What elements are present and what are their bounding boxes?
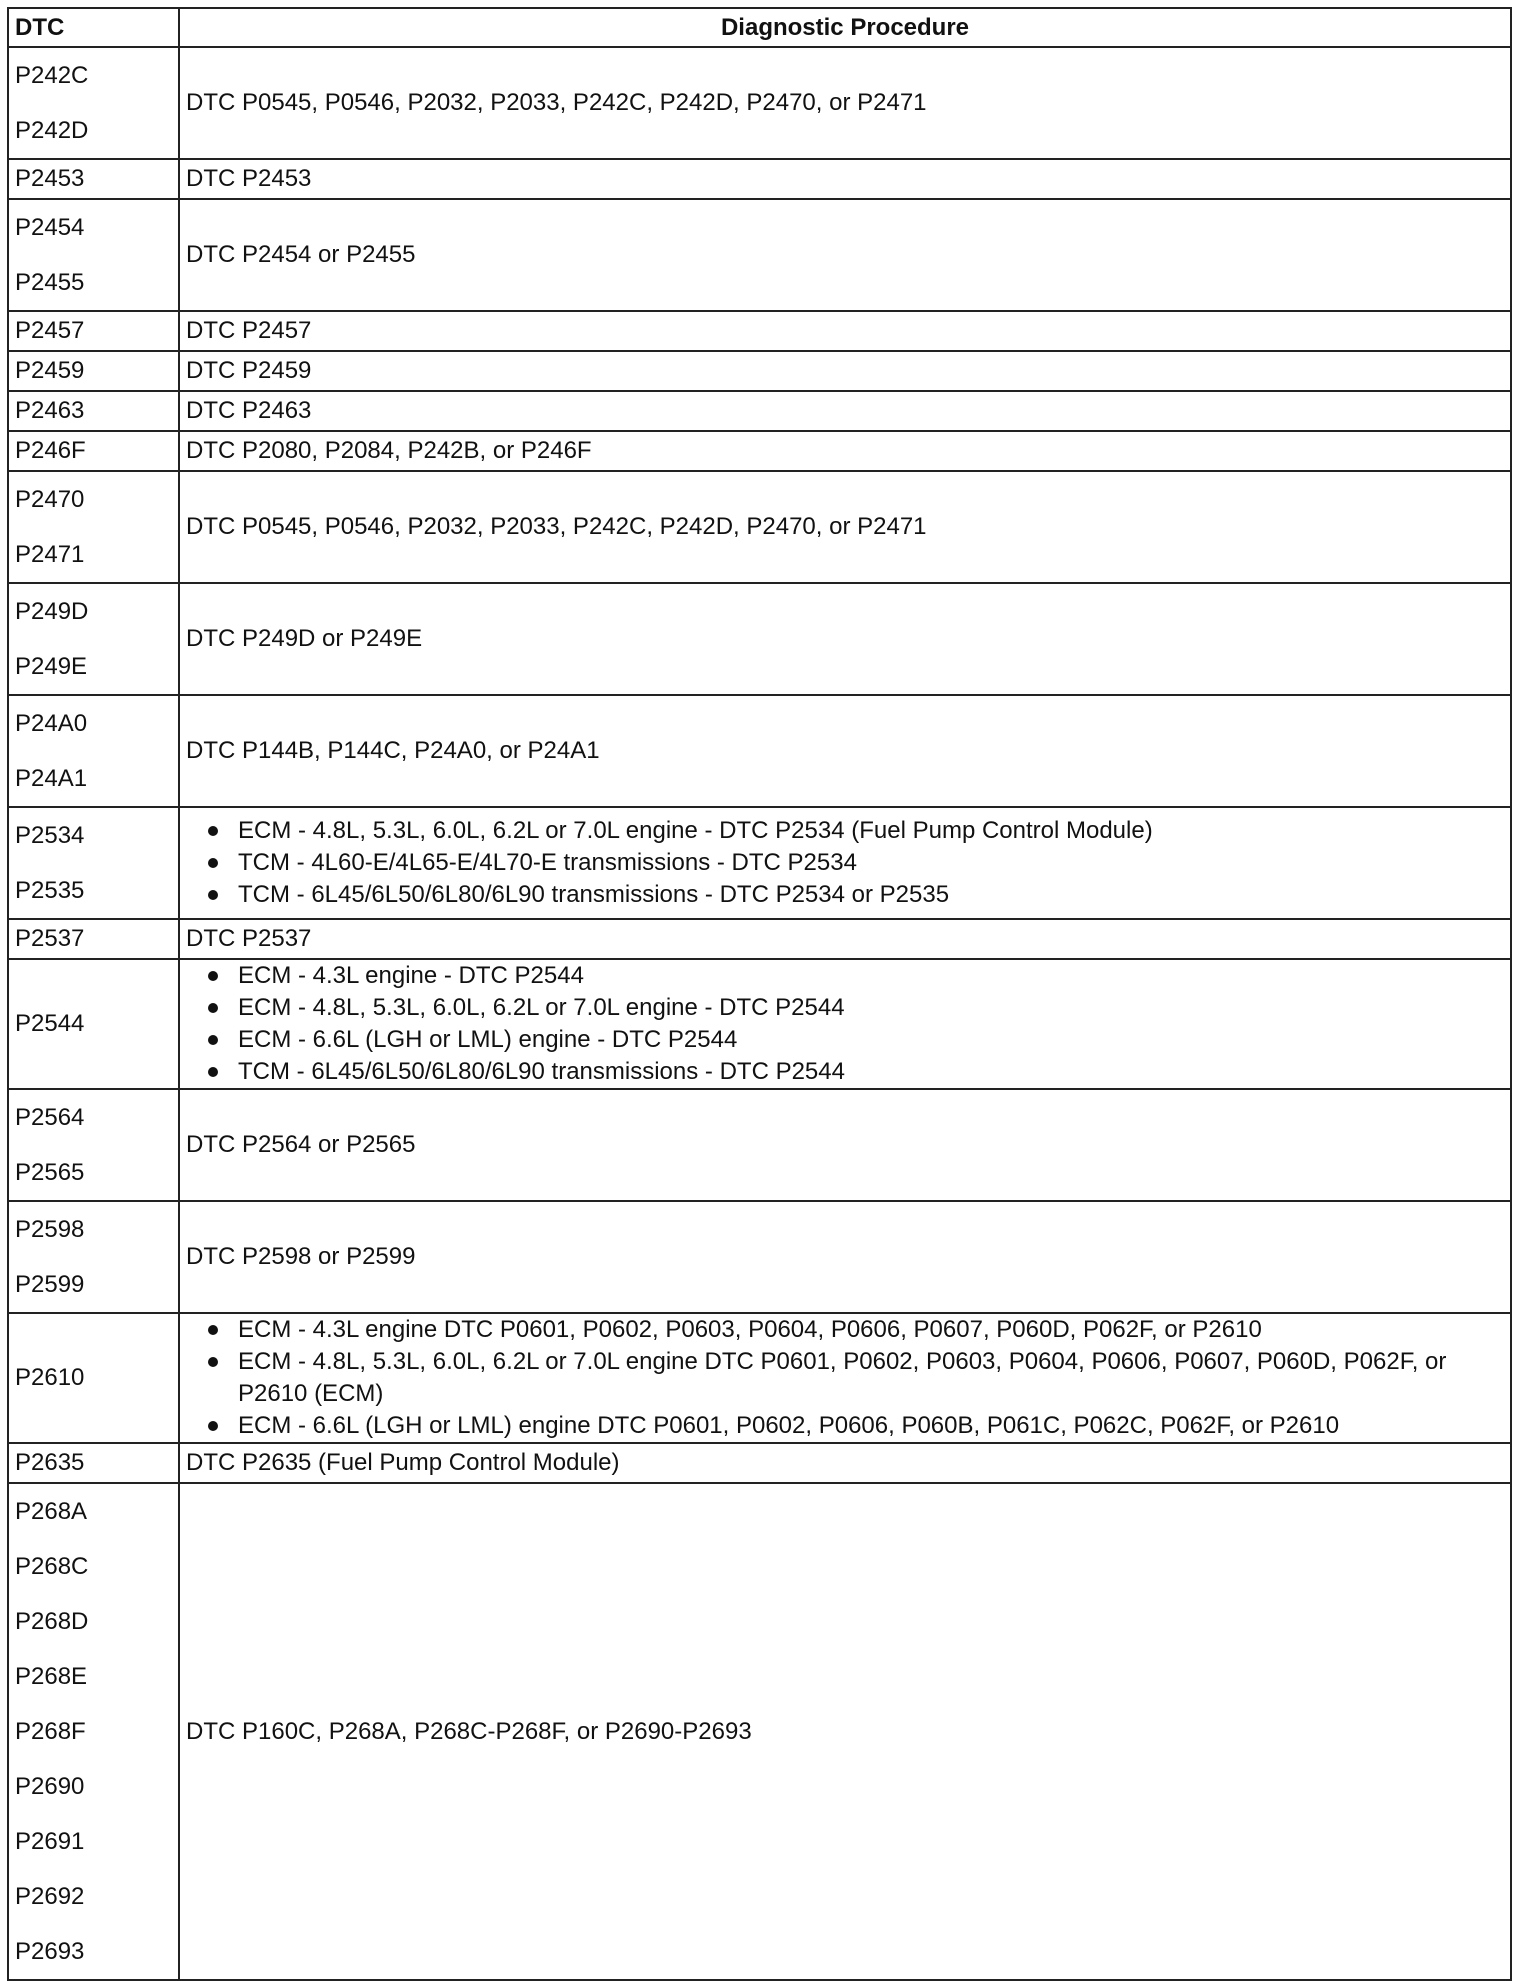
dtc-code: P2610 — [15, 1364, 85, 1391]
procedure-cell: DTC P2454 or P2455 — [179, 199, 1511, 311]
dtc-code: P2454 — [15, 214, 85, 241]
table-row — [8, 431, 1511, 471]
dtc-code: P2457 — [15, 317, 85, 344]
procedure-bullet: ECM - 6.6L (LGH or LML) engine DTC P0601, P0602, P0606, P060B, P061C, P062C, P062F, or P2610 — [238, 1410, 1500, 1442]
table-row — [8, 807, 1511, 919]
procedure-cell: DTC P2457 — [179, 311, 1511, 351]
dtc-code: P2455 — [15, 269, 85, 296]
procedure-list — [186, 960, 1504, 1088]
dtc-cell — [8, 919, 179, 959]
dtc-code: P249E — [15, 653, 88, 680]
dtc-code: P2598 — [15, 1216, 85, 1243]
dtc-cell — [8, 959, 179, 1089]
table-row — [8, 391, 1511, 431]
dtc-cell — [8, 1313, 179, 1443]
dtc-cell — [8, 47, 179, 159]
procedure-bullet: TCM - 4L60-E/4L65-E/4L70-E transmissions - DTC P2534 — [238, 847, 1500, 879]
procedure-bullet: ECM - 4.8L, 5.3L, 6.0L, 6.2L or 7.0L engine DTC P0601, P0602, P0603, P0604, P0606, P0607, P060D, P062F, or P2610 (ECM) — [238, 1346, 1500, 1410]
dtc-code: P2565 — [15, 1159, 85, 1186]
dtc-code: P2535 — [15, 877, 85, 904]
dtc-code: P268E — [15, 1663, 88, 1690]
dtc-cell — [8, 391, 179, 431]
dtc-code: P268A — [15, 1498, 88, 1525]
procedure-cell — [179, 807, 1511, 919]
dtc-code: P24A0 — [15, 710, 88, 737]
dtc-cell — [8, 695, 179, 807]
table-row — [8, 159, 1511, 199]
dtc-code: P2691 — [15, 1828, 85, 1855]
table-row — [8, 47, 1511, 159]
table-row — [8, 311, 1511, 351]
dtc-code: P246F — [15, 437, 86, 464]
dtc-code: P2693 — [15, 1938, 85, 1965]
dtc-cell — [8, 1443, 179, 1483]
procedure-cell: DTC P2459 — [179, 351, 1511, 391]
dtc-cell — [8, 1201, 179, 1313]
dtc-code: P2635 — [15, 1449, 85, 1476]
dtc-code: P2690 — [15, 1773, 85, 1800]
table-row — [8, 351, 1511, 391]
dtc-code: P2544 — [15, 1010, 85, 1037]
table-row — [8, 471, 1511, 583]
procedure-bullet: ECM - 4.3L engine - DTC P2544 — [238, 960, 1500, 992]
dtc-code: P2470 — [15, 486, 85, 513]
dtc-cell — [8, 1089, 179, 1201]
dtc-code: P242D — [15, 117, 89, 144]
table-row — [8, 695, 1511, 807]
dtc-cell — [8, 807, 179, 919]
dtc-cell — [8, 431, 179, 471]
procedure-cell: DTC P2080, P2084, P242B, or P246F — [179, 431, 1511, 471]
header-diagnostic-procedure: Diagnostic Procedure — [179, 8, 1511, 47]
procedure-cell: DTC P0545, P0546, P2032, P2033, P242C, P242D, P2470, or P2471 — [179, 471, 1511, 583]
table-row — [8, 1313, 1511, 1443]
procedure-cell: DTC P2463 — [179, 391, 1511, 431]
procedure-cell: DTC P2537 — [179, 919, 1511, 959]
dtc-code: P2534 — [15, 822, 85, 849]
procedure-cell: DTC P2564 or P2565 — [179, 1089, 1511, 1201]
dtc-code: P2692 — [15, 1883, 85, 1910]
procedure-bullet: TCM - 6L45/6L50/6L80/6L90 transmissions - DTC P2534 or P2535 — [238, 879, 1500, 911]
procedure-cell: DTC P0545, P0546, P2032, P2033, P242C, P242D, P2470, or P2471 — [179, 47, 1511, 159]
table-row — [8, 583, 1511, 695]
dtc-code: P249D — [15, 598, 89, 625]
table-row — [8, 1483, 1511, 1980]
dtc-code: P2463 — [15, 397, 85, 424]
procedure-cell — [179, 1313, 1511, 1443]
dtc-cell — [8, 199, 179, 311]
procedure-bullet: ECM - 4.8L, 5.3L, 6.0L, 6.2L or 7.0L engine - DTC P2534 (Fuel Pump Control Module) — [238, 815, 1500, 847]
dtc-code: P24A1 — [15, 765, 88, 792]
header-dtc: DTC — [8, 8, 179, 47]
dtc-code: P268D — [15, 1608, 89, 1635]
table-row — [8, 1443, 1511, 1483]
table-row — [8, 199, 1511, 311]
header-row — [8, 8, 1511, 47]
dtc-code: P242C — [15, 62, 89, 89]
dtc-code: P2599 — [15, 1271, 85, 1298]
dtc-cell — [8, 351, 179, 391]
procedure-bullet: ECM - 4.3L engine DTC P0601, P0602, P0603, P0604, P0606, P0607, P060D, P062F, or P2610 — [238, 1314, 1500, 1346]
dtc-cell — [8, 311, 179, 351]
procedure-bullet: TCM - 6L45/6L50/6L80/6L90 transmissions - DTC P2544 — [238, 1056, 1500, 1088]
table-row — [8, 919, 1511, 959]
dtc-cell — [8, 471, 179, 583]
dtc-table — [7, 7, 1512, 1981]
dtc-code: P268C — [15, 1553, 89, 1580]
table-row — [8, 1089, 1511, 1201]
procedure-bullet: ECM - 6.6L (LGH or LML) engine - DTC P2544 — [238, 1024, 1500, 1056]
procedure-cell: DTC P2598 or P2599 — [179, 1201, 1511, 1313]
dtc-code: P2564 — [15, 1104, 85, 1131]
procedure-cell: DTC P249D or P249E — [179, 583, 1511, 695]
procedure-cell: DTC P2453 — [179, 159, 1511, 199]
dtc-code: P2537 — [15, 925, 85, 952]
procedure-cell: DTC P2635 (Fuel Pump Control Module) — [179, 1443, 1511, 1483]
procedure-cell — [179, 959, 1511, 1089]
dtc-code: P2459 — [15, 357, 85, 384]
dtc-cell — [8, 159, 179, 199]
procedure-list — [186, 1314, 1504, 1442]
procedure-bullet: ECM - 4.8L, 5.3L, 6.0L, 6.2L or 7.0L engine - DTC P2544 — [238, 992, 1500, 1024]
table-row — [8, 959, 1511, 1089]
dtc-code: P2453 — [15, 165, 85, 192]
table-row — [8, 1201, 1511, 1313]
dtc-code: P2471 — [15, 541, 85, 568]
dtc-cell — [8, 583, 179, 695]
procedure-list — [186, 815, 1504, 911]
dtc-cell — [8, 1483, 179, 1980]
procedure-cell: DTC P144B, P144C, P24A0, or P24A1 — [179, 695, 1511, 807]
procedure-cell: DTC P160C, P268A, P268C-P268F, or P2690-P2693 — [179, 1483, 1511, 1980]
dtc-code: P268F — [15, 1718, 86, 1745]
